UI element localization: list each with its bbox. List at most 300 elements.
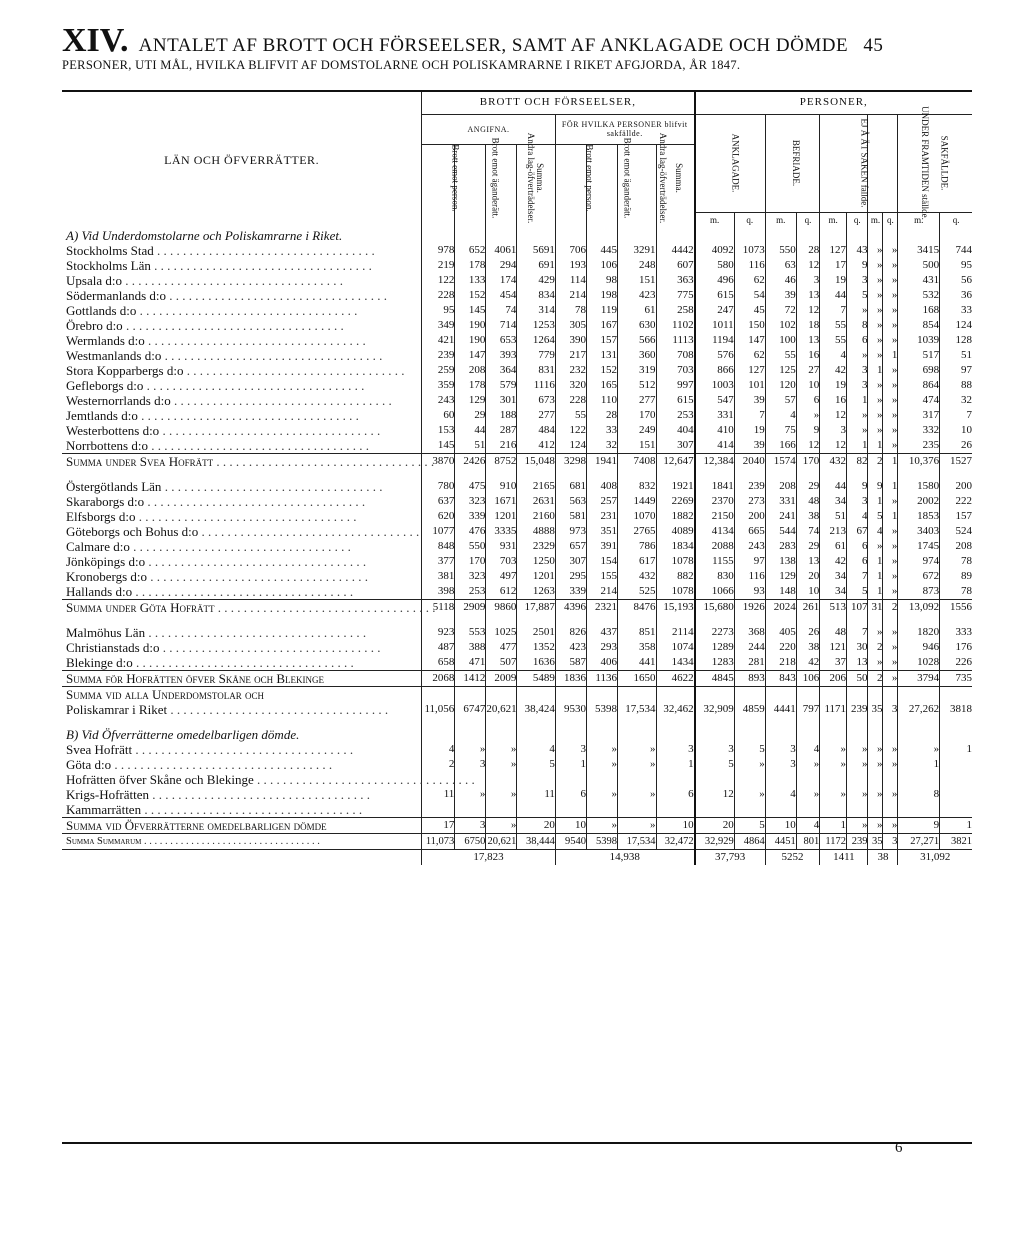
table-cell: 206 <box>820 671 847 687</box>
table-cell: 226 <box>940 655 972 671</box>
empty-cell <box>796 687 820 703</box>
grand-under: 38 <box>868 850 898 866</box>
table-cell <box>586 772 617 787</box>
table-cell: 9530 <box>555 702 586 717</box>
m-label: m. <box>765 212 796 228</box>
empty-cell <box>847 687 868 703</box>
table-cell: 51 <box>455 438 486 454</box>
table-row <box>62 363 972 378</box>
table-cell: 406 <box>586 655 617 671</box>
table-cell: 6 <box>847 539 868 554</box>
table-row <box>62 438 972 454</box>
table-cell: 75 <box>765 423 796 438</box>
table-cell: 691 <box>517 258 556 273</box>
table-cell: 1 <box>940 742 972 757</box>
table-cell: 851 <box>617 625 656 640</box>
empty-cell <box>555 687 586 703</box>
table-cell: 12 <box>820 438 847 454</box>
table-cell: 1527 <box>940 454 972 470</box>
angifna-header: ANGIFNA. <box>422 114 556 144</box>
table-cell: 703 <box>656 363 695 378</box>
table-cell: 2068 <box>422 671 455 687</box>
table-cell: 1882 <box>656 509 695 524</box>
row-label: Malmöhus Län . . . . . . . . . . . . . . . . . . . . . . . . . . . . . . . . . . <box>66 625 367 640</box>
table-cell: 1650 <box>617 671 656 687</box>
table-cell: 1172 <box>820 834 847 850</box>
table-cell: 89 <box>940 569 972 584</box>
table-cell <box>868 802 883 818</box>
table-cell: 339 <box>455 509 486 524</box>
empty-cell <box>617 228 656 243</box>
table-cell: 476 <box>455 524 486 539</box>
row-label: Kammarrätten . . . . . . . . . . . . . . . . . . . . . . . . . . . . . . . . . . <box>66 802 363 817</box>
table-cell: 11 <box>422 787 455 802</box>
table-cell <box>940 757 972 772</box>
table-cell: 152 <box>586 363 617 378</box>
table-cell: 8 <box>847 318 868 333</box>
table-cell: 388 <box>455 640 486 655</box>
table-cell: 421 <box>422 333 455 348</box>
table-cell: 320 <box>555 378 586 393</box>
table-cell: 15,048 <box>517 454 556 470</box>
table-cell: 208 <box>765 479 796 494</box>
table-cell: 107 <box>847 600 868 616</box>
table-cell: 7 <box>820 303 847 318</box>
table-cell: 38,424 <box>517 702 556 717</box>
table-cell: 946 <box>898 640 940 655</box>
empty-cell <box>422 727 455 742</box>
table-cell: 471 <box>455 655 486 671</box>
table-cell: 2426 <box>455 454 486 470</box>
table-cell: » <box>617 818 656 834</box>
table-cell: 1201 <box>486 509 517 524</box>
row-label: Blekinge d:o . . . . . . . . . . . . . . . . . . . . . . . . . . . . . . . . . . <box>66 655 354 670</box>
m-label: m. <box>695 212 735 228</box>
table-cell: 43 <box>847 243 868 258</box>
table-cell: » <box>883 640 898 655</box>
table-cell: 1171 <box>820 702 847 717</box>
title-text: ANTALET AF BROTT OCH FÖRSEELSER, SAMT AF ANKLAGADE OCH DÖMDE <box>138 35 849 56</box>
table-cell: 834 <box>517 288 556 303</box>
table-cell: 27 <box>796 363 820 378</box>
table-cell: 612 <box>486 584 517 600</box>
table-cell: 48 <box>820 625 847 640</box>
table-cell: 13 <box>796 288 820 303</box>
row-label: Norrbottens d:o . . . . . . . . . . . . . . . . . . . . . . . . . . . . . . . . . . <box>66 438 369 453</box>
table-cell: » <box>883 288 898 303</box>
table-cell: 780 <box>422 479 455 494</box>
table-cell: 393 <box>486 348 517 363</box>
table-cell: 1 <box>847 393 868 408</box>
table-cell: 36 <box>940 288 972 303</box>
table-cell: » <box>883 273 898 288</box>
table-cell: 4134 <box>695 524 735 539</box>
table-cell: 1283 <box>695 655 735 671</box>
table-cell: 1580 <box>898 479 940 494</box>
table-cell: 155 <box>586 569 617 584</box>
table-cell: 116 <box>734 258 765 273</box>
table-cell: 9 <box>847 258 868 273</box>
table-cell: » <box>486 787 517 802</box>
table-cell: 553 <box>455 625 486 640</box>
table-cell: 658 <box>422 655 455 671</box>
table-cell: 231 <box>586 509 617 524</box>
table-cell: 133 <box>455 273 486 288</box>
table-cell: 708 <box>656 348 695 363</box>
table-cell: 1449 <box>617 494 656 509</box>
empty-cell <box>847 228 868 243</box>
table-cell: » <box>868 408 883 423</box>
table-cell: 714 <box>486 318 517 333</box>
table-cell <box>796 772 820 787</box>
table-cell: 281 <box>734 655 765 671</box>
table-cell: 6 <box>656 787 695 802</box>
table-cell <box>695 802 735 818</box>
table-cell: 273 <box>734 494 765 509</box>
row-label: Svea Hofrätt . . . . . . . . . . . . . . . . . . . . . . . . . . . . . . . . . . <box>66 742 354 757</box>
table-cell: 786 <box>617 539 656 554</box>
row-label: Örebro d:o . . . . . . . . . . . . . . . . . . . . . . . . . . . . . . . . . . <box>66 318 344 333</box>
table-cell: 148 <box>765 584 796 600</box>
table-numeral: XIV. <box>62 22 129 59</box>
empty-cell <box>868 228 883 243</box>
table-cell: 496 <box>695 273 735 288</box>
table-cell: 170 <box>796 454 820 470</box>
empty-cell <box>617 687 656 703</box>
row-label: Södermanlands d:o . . . . . . . . . . . . . . . . . . . . . . . . . . . . . . . . . . <box>66 288 388 303</box>
table-cell <box>586 802 617 818</box>
table-cell: 390 <box>555 333 586 348</box>
table-cell: 8752 <box>486 454 517 470</box>
table-cell <box>847 802 868 818</box>
empty-cell <box>617 727 656 742</box>
table-cell: » <box>883 378 898 393</box>
table-cell: » <box>868 258 883 273</box>
table-cell: 513 <box>820 600 847 616</box>
table-cell: 3 <box>883 834 898 850</box>
table-cell: 5489 <box>517 671 556 687</box>
table-row <box>62 640 972 655</box>
table-cell: 55 <box>765 348 796 363</box>
table-cell: 487 <box>422 640 455 655</box>
table-cell: 997 <box>656 378 695 393</box>
table-cell: 50 <box>847 671 868 687</box>
table-cell: 283 <box>765 539 796 554</box>
table-cell: » <box>868 318 883 333</box>
table-cell: 5 <box>695 757 735 772</box>
table-cell: 51 <box>820 509 847 524</box>
table-cell: 124 <box>555 438 586 454</box>
empty-cell <box>883 727 898 742</box>
empty-cell <box>586 727 617 742</box>
table-cell: 2 <box>883 600 898 616</box>
table-cell: 20,621 <box>486 703 517 715</box>
empty-cell <box>555 727 586 742</box>
table-cell: 832 <box>617 479 656 494</box>
table-cell: 151 <box>617 438 656 454</box>
table-cell: 176 <box>940 640 972 655</box>
table-cell: 797 <box>796 702 820 717</box>
q-label: q. <box>796 212 820 228</box>
table-cell: 2009 <box>486 671 517 687</box>
table-cell: 333 <box>940 625 972 640</box>
col-brott-egande: Brott emot äganderätt. <box>455 144 486 212</box>
table-cell: 57 <box>765 393 796 408</box>
table-cell: 11,073 <box>422 834 455 850</box>
table-cell: 34 <box>820 569 847 584</box>
table-cell: » <box>868 742 883 757</box>
table-cell <box>734 772 765 787</box>
table-cell: » <box>883 363 898 378</box>
table-cell: 7408 <box>617 454 656 470</box>
table-cell: 3 <box>765 742 796 757</box>
table-body <box>62 228 972 865</box>
table-cell: 410 <box>695 423 735 438</box>
table-cell: 213 <box>820 524 847 539</box>
col-andra: Andra lag-öfverträdelser. <box>486 144 517 212</box>
table-cell: 151 <box>617 273 656 288</box>
table-cell: 200 <box>734 509 765 524</box>
table-cell: 243 <box>422 393 455 408</box>
col-s-brott-person: Brott emot person. <box>555 144 586 212</box>
anklagade-header: ANKLAGADE. <box>695 114 766 212</box>
table-cell: » <box>868 625 883 640</box>
table-cell: 477 <box>486 640 517 655</box>
table-cell: 27,271 <box>898 834 940 850</box>
table-cell: » <box>820 757 847 772</box>
grand-anklagade: 37,793 <box>695 850 766 866</box>
m-label: m. <box>868 212 883 228</box>
table-cell: 2165 <box>517 479 556 494</box>
row-label: Stora Kopparbergs d:o . . . . . . . . . . . . . . . . . . . . . . . . . . . . . . . . . . <box>66 363 405 378</box>
empty-cell <box>883 228 898 243</box>
table-cell <box>940 787 972 802</box>
table-cell: 2114 <box>656 625 695 640</box>
table-cell: 128 <box>940 333 972 348</box>
empty-cell <box>734 687 765 703</box>
table-cell: 54 <box>734 288 765 303</box>
table-cell: 247 <box>695 303 735 318</box>
table-cell: 170 <box>617 408 656 423</box>
table-cell: 216 <box>486 438 517 454</box>
table-cell: 45 <box>734 303 765 318</box>
table-cell: 198 <box>586 288 617 303</box>
table-cell: 11,056 <box>422 702 455 717</box>
table-row <box>62 539 972 554</box>
table-cell: 249 <box>617 423 656 438</box>
table-cell: 129 <box>455 393 486 408</box>
table-cell: 7 <box>940 408 972 423</box>
empty-cell <box>765 228 796 243</box>
table-cell: 432 <box>617 569 656 584</box>
table-cell: 11 <box>517 787 556 802</box>
table-cell: 665 <box>734 524 765 539</box>
table-cell: 239 <box>847 702 868 717</box>
table-cell: 6 <box>555 787 586 802</box>
table-cell: 735 <box>940 671 972 687</box>
table-cell: 293 <box>586 640 617 655</box>
table-cell: 131 <box>586 348 617 363</box>
table-cell: 1155 <box>695 554 735 569</box>
table-row <box>62 479 972 494</box>
table-cell: 1078 <box>656 554 695 569</box>
table-cell: 138 <box>765 554 796 569</box>
table-row <box>62 454 972 470</box>
table-cell: 445 <box>586 243 617 258</box>
table-cell: 414 <box>695 438 735 454</box>
table-cell: 20 <box>695 818 735 834</box>
table-cell: 34 <box>820 584 847 600</box>
table-cell: 587 <box>555 655 586 671</box>
table-cell <box>898 802 940 818</box>
table-cell: 20,621 <box>486 834 517 850</box>
table-cell: 12 <box>820 408 847 423</box>
table-cell: 3 <box>455 757 486 772</box>
table-cell: 1 <box>868 363 883 378</box>
table-cell: 873 <box>898 584 940 600</box>
table-cell: 398 <box>422 584 455 600</box>
empty-cell <box>695 687 735 703</box>
grand-sakfallde: 31,092 <box>898 850 972 866</box>
table-cell: » <box>883 423 898 438</box>
table-cell: 239 <box>847 834 868 850</box>
table-cell: » <box>883 494 898 509</box>
table-cell: 563 <box>555 494 586 509</box>
table-cell: 381 <box>422 569 455 584</box>
table-cell: 5 <box>734 742 765 757</box>
table-cell: 405 <box>765 625 796 640</box>
table-cell: 5398 <box>586 834 617 850</box>
table-cell: 19 <box>820 273 847 288</box>
table-cell: 17 <box>422 818 455 834</box>
row-label: Hofrätten öfver Skåne och Blekinge . . . . . . . . . . . . . . . . . . . . . . . . . . . . . . . . . . <box>66 772 475 787</box>
table-cell: 2501 <box>517 625 556 640</box>
table-cell: » <box>868 348 883 363</box>
table-cell: 78 <box>940 584 972 600</box>
table-cell: 12 <box>796 438 820 454</box>
empty-cell <box>656 687 695 703</box>
table-cell: 258 <box>656 303 695 318</box>
table-cell: 848 <box>422 539 455 554</box>
table-cell: » <box>883 524 898 539</box>
table-cell: 10 <box>555 818 586 834</box>
table-row <box>62 802 972 818</box>
table-cell: » <box>868 243 883 258</box>
table-cell: 615 <box>695 288 735 303</box>
row-label: Skaraborgs d:o . . . . . . . . . . . . . . . . . . . . . . . . . . . . . . . . . . <box>66 494 366 509</box>
section-heading-row <box>62 228 972 243</box>
table-cell: 116 <box>734 569 765 584</box>
table-cell: 1025 <box>486 625 517 640</box>
table-cell: 3335 <box>486 524 517 539</box>
table-cell: » <box>734 757 765 772</box>
table-row <box>62 423 972 438</box>
table-cell: 167 <box>586 318 617 333</box>
table-cell: 550 <box>765 243 796 258</box>
table-row <box>62 569 972 584</box>
table-cell: 2150 <box>695 509 735 524</box>
table-cell: 1136 <box>586 671 617 687</box>
table-cell: 88 <box>940 378 972 393</box>
table-cell: 3 <box>883 702 898 717</box>
table-cell: 1 <box>883 348 898 363</box>
table-cell: 1253 <box>517 318 556 333</box>
table-cell: 910 <box>486 479 517 494</box>
table-cell: 60 <box>422 408 455 423</box>
table-cell <box>796 802 820 818</box>
table-cell: 3 <box>695 742 735 757</box>
title-page-ref: 45 <box>863 35 884 56</box>
table-cell: 12 <box>695 787 735 802</box>
table-cell: 239 <box>422 348 455 363</box>
grand-ej: 1411 <box>820 850 868 866</box>
table-cell: 1113 <box>656 333 695 348</box>
table-cell: 657 <box>555 539 586 554</box>
table-cell: » <box>455 787 486 802</box>
table-cell: 507 <box>486 655 517 671</box>
table-cell: 475 <box>455 479 486 494</box>
row-label: Hallands d:o . . . . . . . . . . . . . . . . . . . . . . . . . . . . . . . . . . <box>66 584 354 599</box>
table-cell: 305 <box>555 318 586 333</box>
table-cell: 2024 <box>765 600 796 616</box>
table-cell: 323 <box>455 569 486 584</box>
table-cell: » <box>847 742 868 757</box>
table-cell: 2765 <box>617 524 656 539</box>
table-cell: » <box>868 787 883 802</box>
table-cell: 3403 <box>898 524 940 539</box>
table-cell: 4 <box>765 408 796 423</box>
table-cell: 1028 <box>898 655 940 671</box>
row-label: Stockholms Stad . . . . . . . . . . . . . . . . . . . . . . . . . . . . . . . . . . <box>66 243 375 258</box>
spacer-row <box>62 469 972 479</box>
table-row <box>62 303 972 318</box>
table-cell <box>517 772 556 787</box>
table-cell: 8 <box>898 787 940 802</box>
table-cell: 106 <box>796 671 820 687</box>
table-cell: 26 <box>940 438 972 454</box>
table-cell: 10 <box>656 818 695 834</box>
row-label: Kronobergs d:o . . . . . . . . . . . . . . . . . . . . . . . . . . . . . . . . . . <box>66 569 369 584</box>
table-cell: 152 <box>455 288 486 303</box>
table-cell: 19 <box>734 423 765 438</box>
table-cell: 63 <box>765 258 796 273</box>
empty-cell <box>940 727 972 742</box>
table-cell: 974 <box>898 554 940 569</box>
table-cell <box>555 802 586 818</box>
table-cell: » <box>820 787 847 802</box>
table-cell: 29 <box>796 479 820 494</box>
table-cell: 55 <box>820 318 847 333</box>
table-cell: 3 <box>847 363 868 378</box>
table-cell: 3821 <box>940 834 972 850</box>
table-cell: 13,092 <box>898 600 940 616</box>
table-cell: 214 <box>586 584 617 600</box>
table-cell: 190 <box>455 318 486 333</box>
table-cell: 5 <box>847 584 868 600</box>
table-cell <box>455 802 486 818</box>
row-label: Wermlands d:o . . . . . . . . . . . . . . . . . . . . . . . . . . . . . . . . . . <box>66 333 366 348</box>
table-cell: 42 <box>820 554 847 569</box>
table-cell: 243 <box>734 539 765 554</box>
table-cell: 360 <box>617 348 656 363</box>
table-cell: » <box>883 787 898 802</box>
table-cell: 1039 <box>898 333 940 348</box>
table-cell: » <box>868 378 883 393</box>
row-label: Göteborgs och Bohus d:o . . . . . . . . . . . . . . . . . . . . . . . . . . . . . . . . . . <box>66 524 420 539</box>
table-cell: 168 <box>898 303 940 318</box>
table-cell: 617 <box>617 554 656 569</box>
table-cell: 129 <box>765 569 796 584</box>
